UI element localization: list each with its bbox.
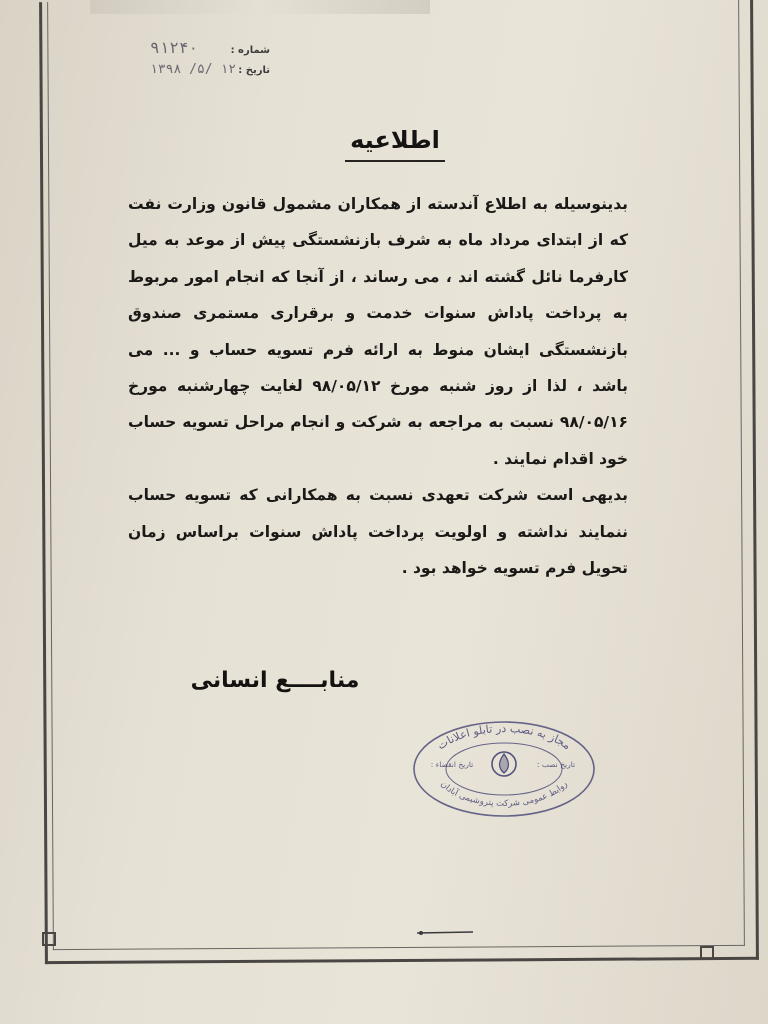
stamp-logo-icon [492,752,516,776]
number-row [150,38,270,62]
date-row [150,62,270,86]
stamp-expiry-date-label: تاریخ انقضاء : [430,760,474,769]
date-label: تاریخ : [238,65,270,76]
border-corner-bottom-left [42,932,56,946]
body-paragraph-2: بدیهی است شرکت تعهدی نسبت به همکارانی که تسویه حساب ننمایند نداشته و اولویت پرداخت پاداش سنوات براساس زمان تحویل فرم تسویه خواهد بود . [128,486,628,578]
stamp-top-text: مجاز به نصب در تابلو اعلانات [434,721,574,753]
stamp-bottom-text: روابط عمومی شرکت پتروشیمی آبادان [438,779,570,809]
posting-stamp [410,718,598,820]
border-corner-bottom-right [700,946,714,960]
svg-text:روابط عمومی شرکت پتروشیمی آباد [438,779,569,808]
number-label: شماره : [230,45,270,56]
date-value: ۱۳۹۸ /۵/ ۱۲ [150,62,237,77]
document-title: اطلاعیه [350,126,440,154]
document-meta [150,38,270,86]
stamp-install-date-label: تاریخ نصب : [536,760,576,769]
svg-text:مجاز به نصب در تابلو اعلانات [435,722,573,752]
number-value: ۹۱۲۴۰ [150,38,199,57]
body-paragraph-1: بدینوسیله به اطلاع آندسته از همکاران مشمول قانون وزارت نفت که از ابتدای مرداد ماه به شرف بازنشستگی پیش از موعد به میل کارفرما نائل گشته اند ، می رساند ، از آنجا که انجام امور مربوط به پرداخت پاداش سنوات خدمت و برقراری مستمری صندوق بازنشستگی ایشان منوط به ارائه فرم تسویه حساب و ... می باشد ، لذا از روز شنبه مورخ ۹۸/۰۵/۱۲ لغایت چهارشنبه مورخ ۹۸/۰۵/۱۶ نسبت به مراجعه به شرکت و انجام مراحل تسویه حساب خود اقدام نمایند . [128,195,628,468]
announcement-body [128,186,628,586]
title-underline [345,160,445,162]
signature-department: منابــــع انسانی [190,668,360,693]
pencil-mark [415,930,475,935]
